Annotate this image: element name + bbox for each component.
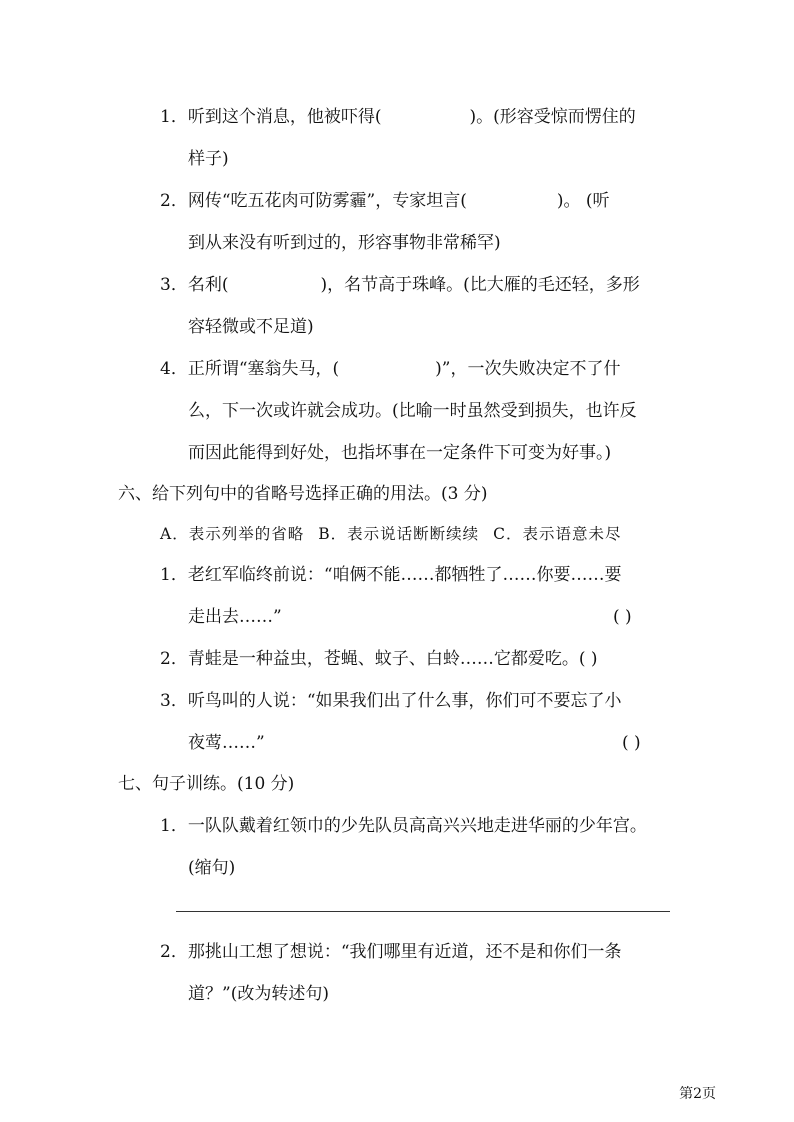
q5-item-4-text-d: 而因此能得到好处，也指坏事在一定条件下可变为好事。)	[188, 443, 612, 463]
q6-item-1-text-2: 走出去……”	[188, 607, 282, 627]
q5-item-4-number: 4．	[160, 359, 188, 379]
q7-item-2-number: 2．	[160, 942, 188, 962]
q5-item-1-text-b: )。(形容受惊而愣住的	[469, 107, 636, 127]
q5-item-4-text-c: 么，下一次或许就会成功。(比喻一时虽然受到损失，也许反	[188, 401, 637, 421]
q5-item-2-text-c: 到从来没有听到过的，形容事物非常稀罕)	[188, 233, 501, 253]
q6-option-a: A．表示列举的省略	[160, 525, 305, 543]
q6-item-3-number: 3．	[160, 691, 188, 711]
q5-item-4-text-b: )”，一次失败决定不了什	[435, 359, 621, 379]
q5-item-2-text-a: 网传“吃五花肉可防雾霾”，专家坦言(	[187, 191, 467, 211]
q5-item-4-line-1	[160, 357, 620, 381]
q5-item-3-text-a: 名利(	[187, 275, 229, 295]
q5-item-1-text-c: 样子)	[188, 149, 229, 169]
q5-item-1-number: 1．	[160, 107, 188, 127]
q7-item-2-text-2: 道？”(改为转述句)	[188, 984, 329, 1004]
q6-item-3-answer-paren[interactable]: ( )	[622, 733, 641, 753]
q6-item-3-line-2	[188, 731, 265, 755]
q7-item-2-line-1	[160, 940, 622, 964]
q6-item-1-text: 老红军临终前说：“咱俩不能……都牺牲了……你要……要	[187, 565, 622, 585]
q6-item-2-text: 青蛙是一种益虫，苍蝇、蚊子、白蛉……它都爱吃。( )	[187, 649, 598, 669]
q7-item-1-number: 1．	[160, 816, 188, 836]
q5-item-3-line-2	[188, 315, 314, 339]
q7-item-1-line-1	[160, 814, 647, 838]
q6-option-c: C．表示语意未尽	[493, 525, 622, 543]
q5-item-3-text-b: )，名节高于珠峰。(比大雁的毛还轻，多形	[320, 275, 640, 295]
q5-item-2-line-2	[188, 231, 501, 255]
q5-item-2-number: 2．	[160, 191, 188, 211]
q5-item-2-text-b: )。 (听	[556, 191, 610, 211]
q6-item-1-line-1	[160, 563, 622, 587]
q5-item-1-text-a: 听到这个消息，他被吓得(	[187, 107, 382, 127]
q6-item-3-text: 听鸟叫的人说：“如果我们出了什么事，你们可不要忘了小	[187, 691, 622, 711]
section-6-heading: 六、给下列句中的省略号选择正确的用法。(3 分)	[118, 484, 488, 504]
q5-item-1-line-2	[188, 147, 229, 171]
q5-item-3-number: 3．	[160, 275, 188, 295]
q6-item-3-text-2: 夜莺……”	[188, 733, 265, 753]
q7-item-2-text: 那挑山工想了想说：“我们哪里有近道，还不是和你们一条	[187, 942, 622, 962]
q6-item-1-number: 1．	[160, 565, 188, 585]
q5-item-4-line-2	[188, 399, 637, 423]
q5-item-2-line-1	[160, 189, 610, 213]
q5-item-4-text-a: 正所谓“塞翁失马，(	[187, 359, 340, 379]
q7-item-1-line-2	[188, 856, 235, 880]
q7-item-2-line-2	[188, 982, 329, 1006]
q6-item-1-line-2	[188, 605, 282, 629]
q7-item-1-text: 一队队戴着红领巾的少先队员高高兴兴地走进华丽的少年宫。	[187, 816, 647, 836]
q5-item-3-line-1	[160, 273, 640, 297]
q5-item-3-text-c: 容轻微或不足道)	[188, 317, 314, 337]
q6-option-b: B．表示说话断断续续	[318, 525, 480, 543]
q5-item-1-line-1	[160, 105, 636, 129]
q5-item-4-line-3	[188, 441, 611, 465]
q6-item-3-line-1	[160, 689, 622, 713]
q7-item-1-text-2: (缩句)	[188, 858, 236, 878]
q7-item-1-answer-line[interactable]	[176, 911, 670, 912]
page-number: 第2页	[679, 1086, 716, 1102]
q6-item-2-line-1	[160, 647, 598, 671]
q6-options	[160, 522, 621, 546]
section-7-heading: 七、句子训练。(10 分)	[118, 774, 295, 794]
q6-item-1-answer-paren[interactable]: ( )	[613, 607, 632, 627]
q6-item-2-number: 2．	[160, 649, 188, 669]
